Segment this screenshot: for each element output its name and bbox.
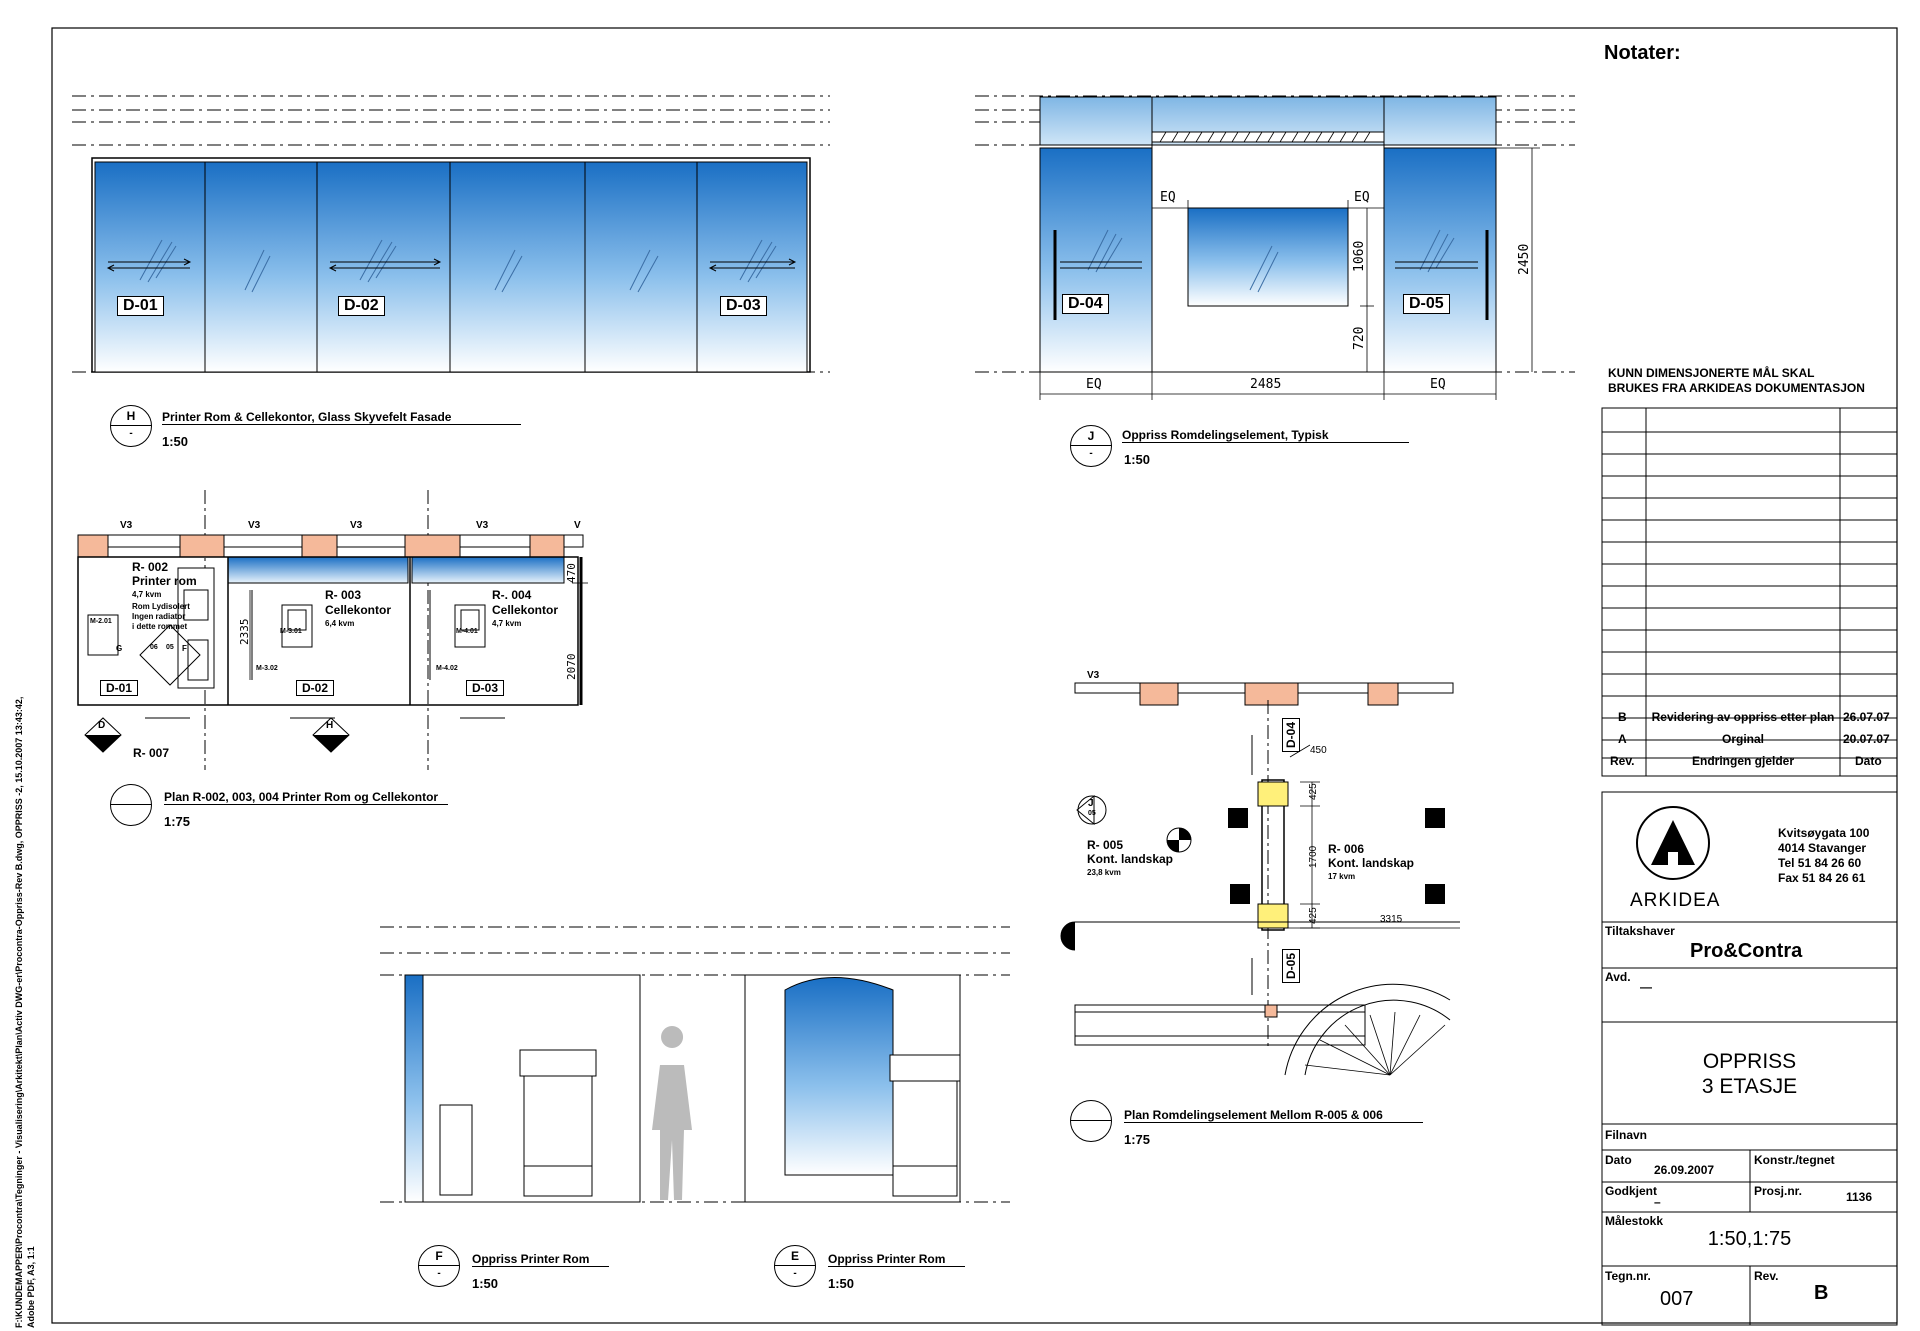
plan2-title-marker (1070, 1100, 1112, 1142)
section-j-sub: 05 (1088, 810, 1096, 817)
door-tag-d04: D-04 (1062, 294, 1109, 314)
plan1-title-marker (110, 784, 152, 826)
notes-title: Notater: (1604, 42, 1681, 64)
door-tag-d05: D-05 (1403, 294, 1450, 314)
malestokk-label: Målestokk (1605, 1214, 1664, 1228)
room-r004-area: 4,7 kvm (492, 619, 522, 628)
drawing-e-title: Oppriss Printer Rom (828, 1252, 965, 1267)
dato-label: Dato (1605, 1153, 1632, 1167)
drawing-h-marker (110, 405, 152, 447)
dim-height-1060: 1060 (1352, 240, 1367, 272)
drawing-f-title: Oppriss Printer Rom (472, 1252, 609, 1267)
plan2-dim-425-bottom: 425 (1308, 907, 1319, 924)
room-r004-name: Cellekontor (492, 603, 559, 617)
avd-label: Avd. (1605, 970, 1631, 984)
prosjnr-label: Prosj.nr. (1754, 1184, 1803, 1198)
dim-eq-right: EQ (1354, 190, 1370, 205)
plan1-tag-d03: D-03 (466, 680, 504, 696)
room-r006-name: Kont. landskap (1328, 856, 1415, 870)
drawing-title-line-2: 3 ETASJE (1701, 1075, 1798, 1098)
tiltakshaver-value: Pro&Contra (1690, 940, 1803, 962)
drawing-e-marker (774, 1245, 816, 1287)
mark-m302: M-3.02 (256, 665, 278, 672)
plan2-dim-3315: 3315 (1380, 914, 1403, 925)
plan1-tag-d02: D-02 (296, 680, 334, 696)
door-tag-d01: D-01 (117, 296, 164, 316)
letter-f: F (182, 644, 187, 653)
notice-line-1: KUNN DIMENSJONERTE MÅL SKAL (1608, 366, 1815, 380)
plan2-dim-1700: 1700 (1308, 845, 1319, 868)
plan1-scale: 1:75 (164, 814, 191, 829)
plan1-dim-2070: 2070 (565, 653, 578, 680)
plan1-tag-d01: D-01 (100, 680, 138, 696)
room-r003-area: 6,4 kvm (325, 619, 355, 628)
filnavn-label: Filnavn (1605, 1128, 1648, 1142)
plan1-title: Plan R-002, 003, 004 Printer Rom og Cellekontor (164, 790, 448, 805)
room-r003-id: R- 003 (325, 588, 362, 602)
company-address-2: 4014 Stavanger (1778, 841, 1867, 855)
prosjnr-value: 1136 (1846, 1190, 1873, 1204)
drawing-h-code: H (126, 409, 136, 423)
plan1-grid-v3-d: V3 (476, 520, 489, 531)
rev-row-a-text: Orginal (1721, 732, 1764, 746)
plan2-dim-450: 450 (1310, 745, 1327, 756)
room-r002-note-2: Ingen radiator (132, 612, 186, 621)
plan-r005-r006 (1061, 683, 1460, 1075)
dim-width-2485: 2485 (1250, 377, 1282, 392)
room-r007-id: R- 007 (133, 746, 170, 760)
file-path: F:\KUNDEMAPPER\Procontra\Tegninger - Visualisering\Arkitekt\Plan\Activ DWG-er\Procontra-Oppriss-Rev B.dwg, OPPRISS -2, 15.10.2007 13:43:42, (14, 696, 24, 1328)
dim-height-720: 720 (1352, 326, 1367, 350)
dim-eq-bottom-right: EQ (1430, 377, 1446, 392)
drawing-j-marker (1070, 425, 1112, 467)
room-r004-id: R-. 004 (492, 588, 532, 602)
rev-label: Rev. (1754, 1269, 1779, 1283)
dato-value: 26.09.2007 (1654, 1163, 1715, 1177)
dim-height-2450: 2450 (1517, 243, 1532, 275)
rev-row-a-code: A (1618, 732, 1627, 746)
company-name: ARKIDEA (1630, 890, 1721, 911)
drawing-f-sub: - (437, 1268, 441, 1279)
room-r002-id: R- 002 (132, 560, 169, 574)
room-r006-area: 17 kvm (1328, 872, 1356, 881)
room-r002-note-1: Rom Lydisolert (132, 602, 190, 611)
rev-header-date: Dato (1855, 754, 1882, 768)
company-tel: Tel 51 84 26 60 (1778, 856, 1862, 870)
arkidea-logo (1637, 807, 1709, 879)
mark-m401: M-4.01 (456, 628, 478, 635)
tegnnr-value: 007 (1660, 1288, 1694, 1310)
plan2-tag-d04: D-04 (1282, 718, 1300, 752)
plan2-grid-v3: V3 (1087, 670, 1100, 681)
drawing-j-title: Oppriss Romdelingselement, Typisk (1122, 428, 1409, 443)
plan2-scale: 1:75 (1124, 1132, 1151, 1147)
partition-j-elevation (975, 96, 1575, 400)
plan2-title: Plan Romdelingselement Mellom R-005 & 006 (1124, 1108, 1423, 1123)
notice-line-2: BRUKES FRA ARKIDEAS DOKUMENTASJON (1608, 381, 1865, 395)
letter-06: 06 (150, 644, 158, 651)
door-tag-d02: D-02 (338, 296, 385, 316)
godkjent-label: Godkjent (1605, 1184, 1658, 1198)
section-j-marker: J (1088, 798, 1094, 809)
rev-header-rev: Rev. (1610, 754, 1635, 768)
dim-eq-bottom-left: EQ (1086, 377, 1102, 392)
drawing-f-scale: 1:50 (472, 1276, 499, 1291)
plan1-grid-v: V (574, 520, 581, 531)
drawing-h-scale: 1:50 (162, 434, 189, 449)
mark-m301: M-3.01 (280, 628, 302, 635)
mark-m402: M-4.02 (436, 665, 458, 672)
room-r006-id: R- 006 (1328, 842, 1365, 856)
rev-row-b-text: Revidering av oppriss etter plan (1651, 710, 1835, 724)
printer-room-elevations (380, 927, 1010, 1202)
letter-g: G (116, 644, 123, 653)
facade-h-elevation (72, 96, 830, 372)
company-fax: Fax 51 84 26 61 (1778, 871, 1866, 885)
drawing-e-code: E (790, 1249, 799, 1263)
drawing-j-scale: 1:50 (1124, 452, 1151, 467)
room-r005-area: 23,8 kvm (1087, 868, 1121, 877)
plan2-tag-d05: D-05 (1282, 949, 1300, 983)
rev-value: B (1814, 1282, 1829, 1304)
drawing-e-scale: 1:50 (828, 1276, 855, 1291)
rev-row-b-date: 26.07.07 (1843, 710, 1890, 724)
drawing-j-code: J (1087, 429, 1095, 443)
plan1-dim-2335: 2335 (238, 618, 251, 645)
drawing-h-title: Printer Rom & Cellekontor, Glass Skyvefelt Fasade (162, 410, 521, 425)
room-r002-name: Printer rom (132, 574, 197, 588)
room-r002-note-3: i dette rommet (132, 622, 188, 631)
tiltakshaver-label: Tiltakshaver (1605, 924, 1675, 938)
mark-m201: M-2.01 (90, 618, 112, 625)
rev-header-text: Endringen gjelder (1691, 754, 1794, 768)
drawing-f-marker (418, 1245, 460, 1287)
plan1-grid-v3-c: V3 (350, 520, 363, 531)
room-r002-area: 4,7 kvm (132, 590, 162, 599)
rev-row-b-code: B (1618, 710, 1627, 724)
konstr-label: Konstr./tegnet (1754, 1153, 1835, 1167)
dim-eq-left: EQ (1160, 190, 1176, 205)
room-r003-name: Cellekontor (325, 603, 392, 617)
drawing-f-code: F (435, 1249, 443, 1263)
section-d-marker: D (98, 720, 106, 731)
rev-row-a-date: 20.07.07 (1843, 732, 1890, 746)
drawing-h-sub: - (129, 428, 133, 439)
malestokk-value: 1:50,1:75 (1707, 1228, 1792, 1250)
drawing-e-sub: - (793, 1268, 797, 1279)
drawing-j-sub: - (1089, 448, 1093, 459)
drawing-title-line-1: OPPRISS (1702, 1050, 1797, 1073)
godkjent-value: – (1654, 1195, 1661, 1209)
plan2-dim-425-top: 425 (1308, 783, 1319, 800)
door-tag-d03: D-03 (720, 296, 767, 316)
letter-05: 05 (166, 644, 174, 651)
company-address-1: Kvitsøygata 100 (1778, 826, 1870, 840)
file-path-2: Adobe PDF, A3, 1:1 (26, 1246, 36, 1328)
tegnnr-label: Tegn.nr. (1605, 1269, 1651, 1283)
plan1-grid-v3-a: V3 (120, 520, 133, 531)
room-r005-name: Kont. landskap (1087, 852, 1174, 866)
plan1-dim-470: 470 (565, 563, 578, 583)
avd-value: — (1640, 980, 1652, 994)
room-r005-id: R- 005 (1087, 838, 1124, 852)
plan1-grid-v3-b: V3 (248, 520, 261, 531)
section-h-marker: H (326, 720, 334, 731)
